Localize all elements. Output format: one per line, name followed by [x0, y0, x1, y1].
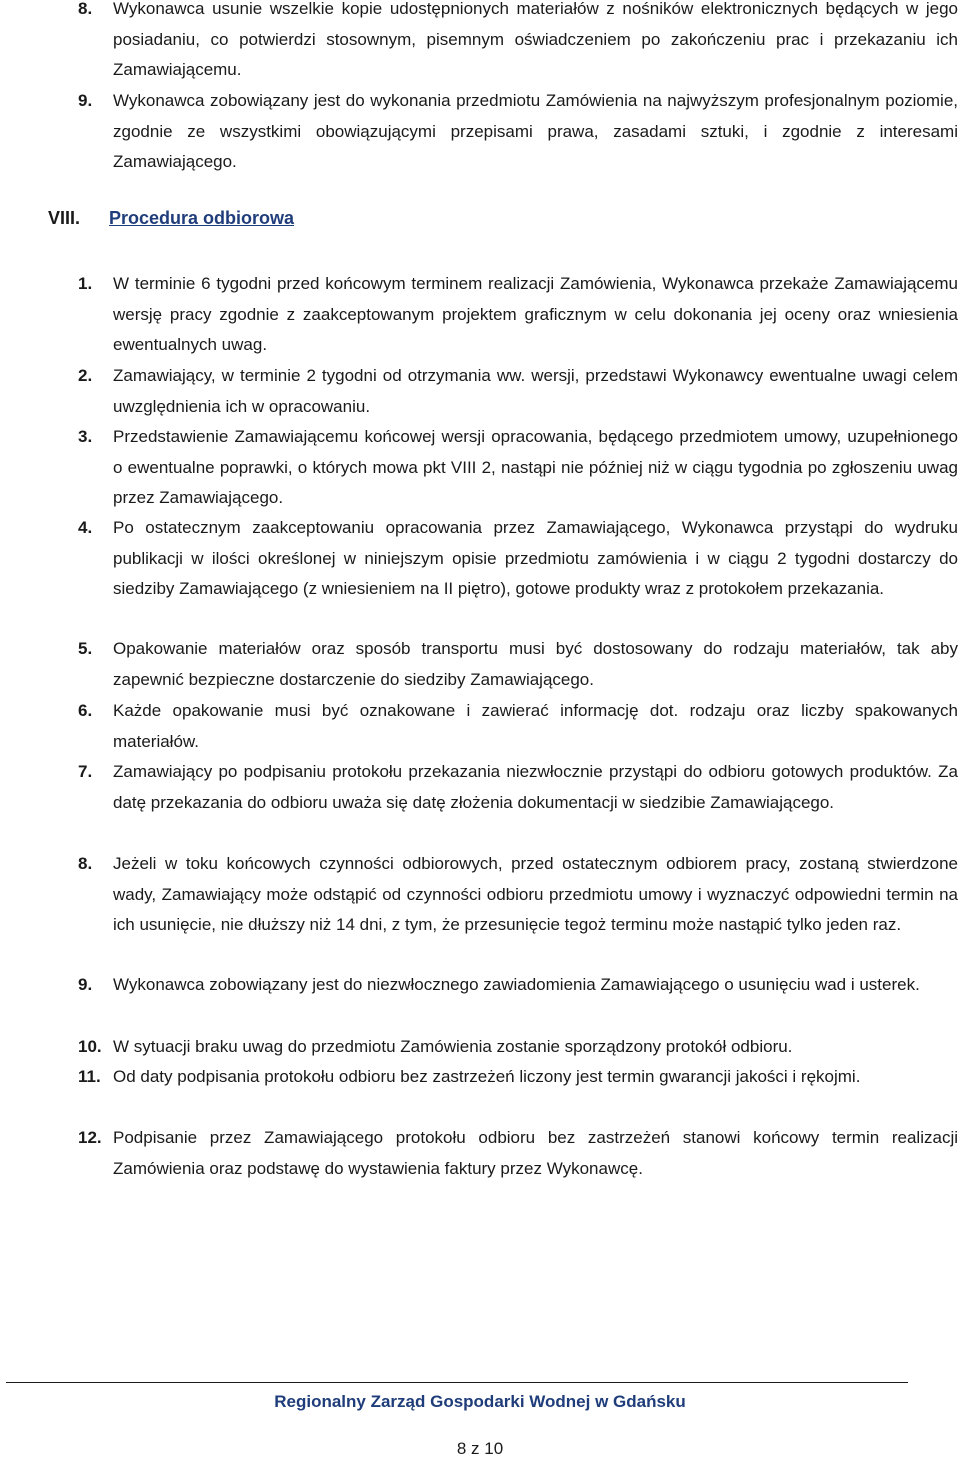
list-item: [78, 513, 958, 605]
section-number: VIII.: [48, 208, 81, 228]
item-number: 2.: [78, 366, 93, 385]
item-text: Przedstawienie Zamawiającemu końcowej wersji opracowania, będącego przedmiotem umowy, uzupełnionego o ewentualne poprawki, o których mowa pkt VIII 2, nastąpi nie później niż w ciągu tygodnia po zgłoszeniu uwag przez Zamawiającego.: [113, 427, 958, 507]
footer-divider: [6, 1382, 908, 1383]
item-text: Jeżeli w toku końcowych czynności odbiorowych, przed ostatecznym odbiorem pracy, zostaną stwierdzone wady, Zamawiający może odstąpić od czynności odbioru przedmiotu umowy i wyznaczyć odpowiedni termin na ich usunięcie, nie dłuższy niż 14 dni, z tym, że przesunięcie tegoż terminu może nastąpić tylko jeden raz.: [113, 854, 958, 934]
list-item: [78, 269, 958, 361]
item-number: 9.: [78, 975, 93, 994]
page-number: 8 z 10: [456, 1439, 504, 1458]
list-item: [78, 696, 958, 757]
item-text: Podpisanie przez Zamawiającego protokołu odbioru bez zastrzeżeń stanowi końcowy termin realizacji Zamówienia oraz podstawę do wystawienia faktury przez Wykonawcę.: [113, 1128, 958, 1178]
item-number: 12.: [78, 1128, 102, 1147]
item-text: Każde opakowanie musi być oznakowane i zawierać informację dot. rodzaju oraz liczby spakowanych materiałów.: [113, 701, 958, 751]
item-text: Po ostatecznym zaakceptowaniu opracowania przez Zamawiającego, Wykonawca przystąpi do wydruku publikacji w ilości określonej w niniejszym opisie przedmiotu zamówienia i w ciągu 2 tygodni dostarczy do siedziby Zamawiającego (z wniesieniem na II piętro), gotowe produkty wraz z protokołem przekazania.: [113, 518, 958, 598]
footer-organization: Regionalny Zarząd Gospodarki Wodnej w Gdańsku: [274, 1392, 686, 1411]
item-text: Zamawiający po podpisaniu protokołu przekazania niezwłocznie przystąpi do odbioru gotowych produktów. Za datę przekazania do odbioru uważa się datę złożenia dokumentacji w siedzibie Zamawiającego.: [113, 762, 958, 812]
list-item: [78, 757, 958, 818]
item-text: W terminie 6 tygodni przed końcowym terminem realizacji Zamówienia, Wykonawca przekaże Zamawiającemu wersję pracy zgodnie z zaakceptowanym projektem graficznym w celu dokonania jej oceny oraz wniesienia ewentualnych uwag.: [113, 274, 958, 354]
item-number: 4.: [78, 518, 93, 537]
item-number: 8.: [78, 0, 93, 18]
item-text: W sytuacji braku uwag do przedmiotu Zamówienia zostanie sporządzony protokół odbioru.: [113, 1037, 793, 1056]
list-item: [78, 634, 958, 695]
list-item: [78, 361, 958, 422]
item-number: 10.: [78, 1037, 102, 1056]
list-item: [78, 86, 958, 178]
item-text: Opakowanie materiałów oraz sposób transportu musi być dostosowany do rodzaju materiałów, tak aby zapewnić bezpieczne dostarczenie do siedziby Zamawiającego.: [113, 639, 958, 689]
item-number: 7.: [78, 762, 93, 781]
list-item: [78, 1123, 958, 1184]
list-item: [78, 970, 958, 1001]
section-heading: [48, 208, 294, 229]
item-number: 11.: [78, 1067, 101, 1086]
item-text: Wykonawca zobowiązany jest do niezwłocznego zawiadomienia Zamawiającego o usunięciu wad i usterek.: [113, 975, 920, 994]
item-number: 5.: [78, 639, 93, 658]
item-number: 8.: [78, 854, 93, 873]
item-text: Wykonawca zobowiązany jest do wykonania przedmiotu Zamówienia na najwyższym profesjonalnym poziomie, zgodnie ze wszystkimi obowiązującymi przepisami prawa, zasadami sztuki, i zgodnie z interesami Zamawiającego.: [113, 91, 958, 171]
item-number: 6.: [78, 701, 93, 720]
list-item: [78, 422, 958, 514]
item-number: 9.: [78, 91, 93, 110]
section-title: Procedura odbiorowa: [109, 208, 295, 228]
list-item: [78, 0, 958, 86]
item-text: Zamawiający, w terminie 2 tygodni od otrzymania ww. wersji, przedstawi Wykonawcy ewentualne uwagi celem uwzględnienia ich w opracowaniu.: [113, 366, 958, 416]
list-item: [78, 1062, 958, 1093]
item-number: 1.: [78, 274, 93, 293]
item-number: 3.: [78, 427, 93, 446]
list-item: [78, 849, 958, 941]
item-text: Od daty podpisania protokołu odbioru bez zastrzeżeń liczony jest termin gwarancji jakości i rękojmi.: [113, 1067, 861, 1086]
item-text: Wykonawca usunie wszelkie kopie udostępnionych materiałów z nośników elektronicznych będących w jego posiadaniu, co potwierdzi stosownym, pisemnym oświadczeniem po zakończeniu prac i przekazaniu ich Zamawiającemu.: [113, 0, 958, 79]
list-item: [78, 1032, 958, 1063]
